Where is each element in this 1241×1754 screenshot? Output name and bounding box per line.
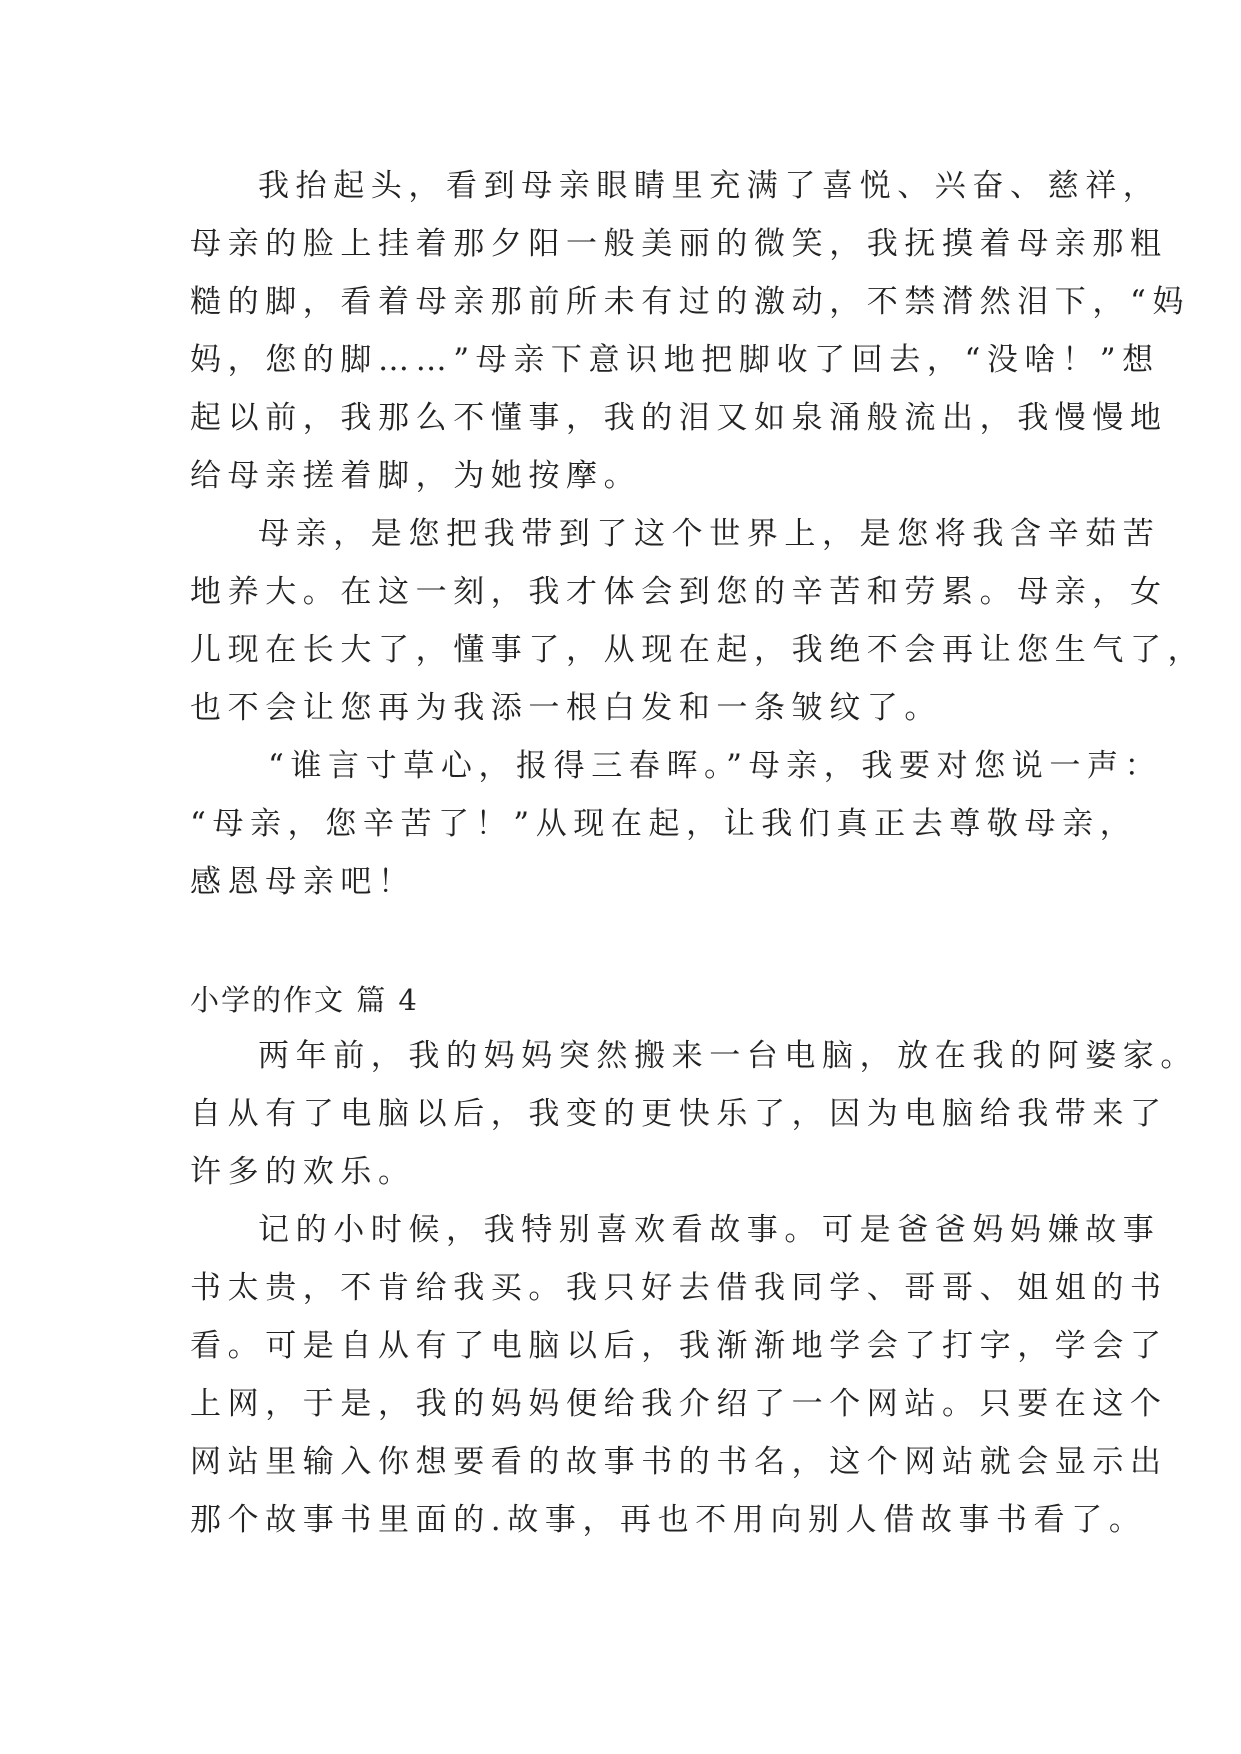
paragraph-1-line-5: 起以前，我那么不懂事，我的泪又如泉涌般流出，我慢慢地 <box>190 400 1168 436</box>
paragraph-3-line-3: 感恩母亲吧！ <box>190 864 416 900</box>
section-paragraph-2-line-3: 看。可是自从有了电脑以后，我渐渐地学会了打字，学会了 <box>190 1328 1168 1364</box>
section-paragraph-1-line-1: 两年前，我的妈妈突然搬来一台电脑，放在我的阿婆家。 <box>258 1038 1198 1074</box>
section-paragraph-2-line-1: 记的小时候，我特别喜欢看故事。可是爸爸妈妈嫌故事 <box>258 1212 1161 1248</box>
paragraph-1-line-3: 糙的脚，看着母亲那前所未有过的激动，不禁潸然泪下，“妈 <box>190 284 1191 320</box>
section-heading: 小学的作文 篇 4 <box>190 983 419 1017</box>
paragraph-2-line-3: 儿现在长大了，懂事了，从现在起，我绝不会再让您生气了， <box>190 632 1206 668</box>
paragraph-1-line-6: 给母亲搓着脚，为她按摩。 <box>190 458 642 494</box>
paragraph-2-line-2: 地养大。在这一刻，我才体会到您的辛苦和劳累。母亲，女 <box>190 574 1168 610</box>
paragraph-2-line-4: 也不会让您再为我添一根白发和一条皱纹了。 <box>190 690 942 726</box>
section-paragraph-2-line-4: 上网，于是，我的妈妈便给我介绍了一个网站。只要在这个 <box>190 1386 1168 1422</box>
paragraph-1-line-4: 妈，您的脚……”母亲下意识地把脚收了回去，“没啥！”想 <box>190 342 1160 378</box>
section-paragraph-2-line-5: 网站里输入你想要看的故事书的书名，这个网站就会显示出 <box>190 1444 1168 1480</box>
paragraph-3-line-2: “母亲，您辛苦了！”从现在起，让我们真正去尊敬母亲， <box>190 806 1138 842</box>
paragraph-1-line-1: 我抬起头，看到母亲眼睛里充满了喜悦、兴奋、慈祥， <box>258 168 1161 204</box>
section-paragraph-1-line-2: 自从有了电脑以后，我变的更快乐了，因为电脑给我带来了 <box>190 1096 1168 1132</box>
section-paragraph-1-line-3: 许多的欢乐。 <box>190 1154 416 1190</box>
paragraph-3-line-1: “谁言寸草心，报得三春晖。”母亲，我要对您说一声： <box>268 748 1163 784</box>
paragraph-1-line-2: 母亲的脸上挂着那夕阳一般美丽的微笑，我抚摸着母亲那粗 <box>190 226 1168 262</box>
paragraph-2-line-1: 母亲，是您把我带到了这个世界上，是您将我含辛茹苦 <box>258 516 1161 552</box>
section-paragraph-2-line-6: 那个故事书里面的.故事，再也不用向别人借故事书看了。 <box>190 1502 1147 1538</box>
section-paragraph-2-line-2: 书太贵，不肯给我买。我只好去借我同学、哥哥、姐姐的书 <box>190 1270 1168 1306</box>
